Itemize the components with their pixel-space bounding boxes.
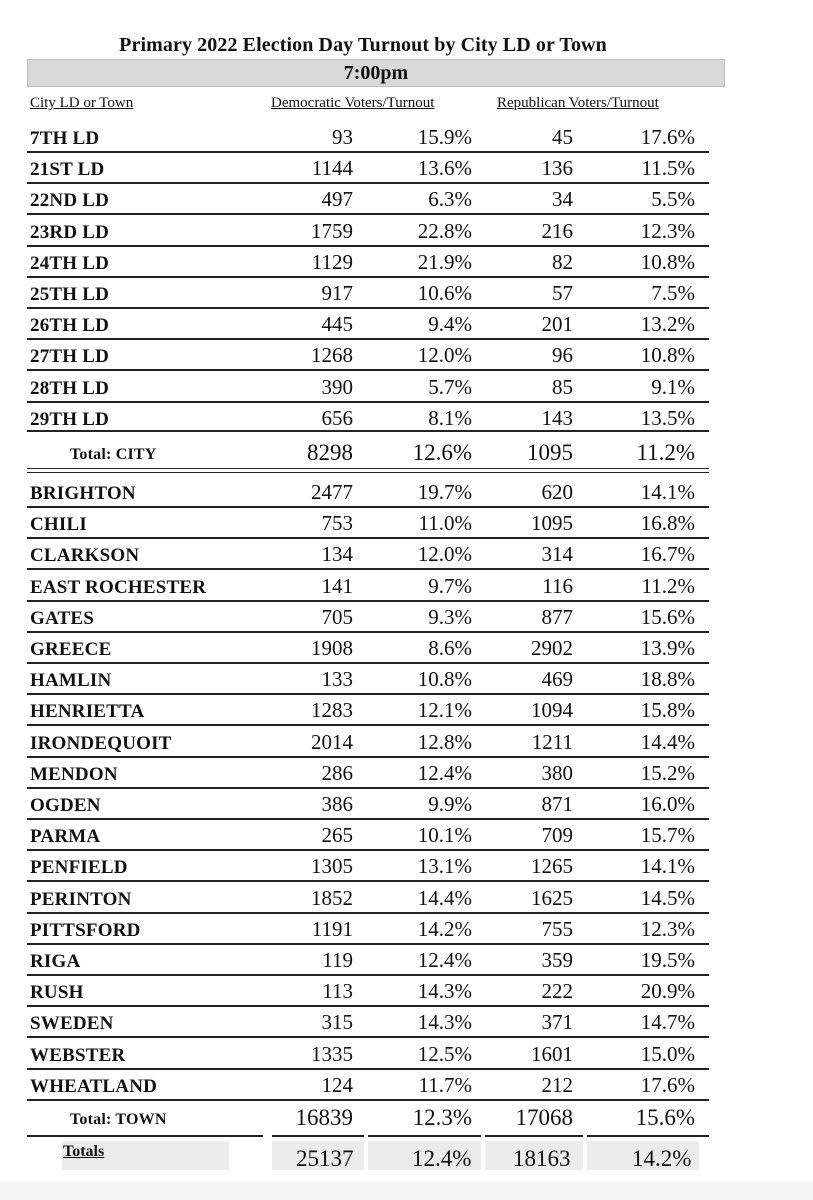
cell-rep-turnout: 13.5%: [640, 406, 695, 430]
header-republican: Republican Voters/Turnout: [497, 95, 659, 111]
town-row: [27, 1006, 709, 1037]
cell-name: WHEATLAND: [30, 1076, 158, 1097]
cell-dem-turnout: 21.9%: [417, 250, 472, 274]
town-total-divider-top: [27, 1099, 709, 1101]
cell-rep-turnout: 7.5%: [651, 281, 695, 305]
cell-name: CLARKSON: [30, 545, 140, 566]
town-row: [27, 1038, 709, 1069]
cell-rep-voters: 201: [541, 312, 573, 336]
cell-rep-voters: 216: [541, 219, 573, 243]
cell-dem-turnout: 9.4%: [428, 312, 472, 336]
cell-rep-voters: 96: [552, 343, 573, 367]
town-row: [27, 601, 709, 632]
cell-dem-turnout: 12.6%: [412, 440, 472, 465]
cell-name: SWEDEN: [30, 1013, 114, 1034]
cell-name: 23RD LD: [30, 222, 109, 243]
cell-rep-turnout: 15.6%: [635, 1105, 695, 1130]
cell-dem-voters: 113: [322, 979, 353, 1003]
cell-name: GREECE: [30, 639, 112, 660]
city-row: [27, 402, 709, 433]
town-row: [27, 1069, 709, 1100]
cell-rep-voters: 1094: [531, 698, 573, 722]
cell-rep-turnout: 13.2%: [640, 312, 695, 336]
cell-dem-turnout: 13.1%: [417, 854, 472, 878]
cell-name: OGDEN: [30, 795, 101, 816]
town-total-underline: [272, 1135, 364, 1137]
cell-dem-turnout: 12.3%: [412, 1105, 472, 1130]
town-row: [27, 944, 709, 975]
cell-rep-voters: 371: [541, 1010, 573, 1034]
cell-name: 22ND LD: [30, 190, 109, 211]
town-row: [27, 757, 709, 788]
cell-dem-turnout: 12.0%: [417, 542, 472, 566]
cell-dem-voters: 1852: [311, 886, 353, 910]
cell-rep-turnout: 20.9%: [640, 979, 695, 1003]
cell-dem-turnout: 12.4%: [417, 948, 472, 972]
cell-dem-turnout: 10.6%: [417, 281, 472, 305]
cell-name: WEBSTER: [30, 1045, 126, 1066]
cell-dem-turnout: 9.7%: [428, 574, 472, 598]
cell-dem-voters: 1335: [311, 1042, 353, 1066]
cell-rep-voters: 57: [552, 281, 573, 305]
cell-dem-voters: 265: [321, 823, 353, 847]
cell-name: 27TH LD: [30, 346, 109, 367]
cell-rep-voters: 469: [541, 667, 573, 691]
cell-rep-voters: 116: [542, 574, 573, 598]
cell-dem-voters: 445: [321, 312, 353, 336]
cell-dem-turnout: 11.7%: [418, 1073, 472, 1097]
section-double-divider: [27, 468, 709, 473]
cell-rep-turnout: 16.8%: [640, 511, 695, 535]
cell-name: PITTSFORD: [30, 920, 141, 941]
cell-name: 26TH LD: [30, 315, 109, 336]
cell-rep-turnout: 16.7%: [640, 542, 695, 566]
cell-dem-turnout: 11.0%: [418, 511, 472, 535]
cell-rep-voters: 85: [552, 375, 573, 399]
town-row: [27, 819, 709, 850]
cell-rep-turnout: 15.2%: [640, 761, 695, 785]
cell-name: HENRIETTA: [30, 701, 145, 722]
cell-rep-voters: 34: [552, 187, 573, 211]
cell-dem-voters: 2477: [311, 480, 353, 504]
cell-rep-voters: 17068: [515, 1105, 573, 1130]
cell-dem-voters: 753: [321, 511, 353, 535]
report-title: Primary 2022 Election Day Turnout by City LD or Town: [119, 34, 607, 56]
cell-name: MENDON: [30, 764, 118, 785]
cell-name: 21ST LD: [30, 159, 105, 180]
cell-rep-turnout: 14.1%: [640, 480, 695, 504]
cell-rep-voters: 222: [541, 979, 573, 1003]
town-row: [27, 913, 709, 944]
cell-dem-voters: 1129: [311, 250, 353, 274]
cell-dem-voters: 1305: [311, 854, 353, 878]
cell-dem-voters: 917: [321, 281, 353, 305]
cell-rep-voters: 1095: [531, 511, 573, 535]
city-row: [27, 339, 709, 370]
cell-rep-voters: 1095: [527, 440, 573, 465]
cell-dem-turnout: 15.9%: [417, 125, 472, 149]
cell-name: EAST ROCHESTER: [30, 577, 207, 598]
cell-dem-turnout: 22.8%: [417, 219, 472, 243]
cell-rep-turnout: 17.6%: [640, 125, 695, 149]
town-row: [27, 788, 709, 819]
cell-dem-turnout: 14.4%: [417, 886, 472, 910]
cell-name: 24TH LD: [30, 253, 109, 274]
cell-name: BRIGHTON: [30, 483, 136, 504]
city-row: [27, 277, 709, 308]
town-row: [27, 570, 709, 601]
cell-rep-voters: 1265: [531, 854, 573, 878]
cell-rep-turnout: 19.5%: [640, 948, 695, 972]
cell-dem-voters: 134: [321, 542, 353, 566]
cell-rep-voters: 2902: [531, 636, 573, 660]
city-row: [27, 183, 709, 214]
cell-dem-turnout: 12.4%: [417, 761, 472, 785]
cell-name: Total: TOWN: [70, 1111, 167, 1128]
cell-name: PENFIELD: [30, 857, 128, 878]
cell-rep-voters: 620: [541, 480, 573, 504]
town-row: [27, 476, 709, 507]
cell-name: 28TH LD: [30, 378, 109, 399]
cell-rep-turnout: 13.9%: [640, 636, 695, 660]
town-row: [27, 882, 709, 913]
town-row: [27, 726, 709, 757]
cell-dem-voters: 656: [321, 406, 353, 430]
town-total-underline: [368, 1135, 481, 1137]
cell-name: 7TH LD: [30, 128, 100, 149]
cell-rep-turnout: 12.3%: [640, 917, 695, 941]
cell-dem-voters: 315: [321, 1010, 353, 1034]
cell-dem-turnout: 12.0%: [417, 343, 472, 367]
cell-dem-voters: 133: [321, 667, 353, 691]
header-democratic: Democratic Voters/Turnout: [271, 95, 435, 111]
cell-name: HAMLIN: [30, 670, 112, 691]
city-total-row: [27, 437, 709, 468]
town-row: [27, 694, 709, 725]
cell-rep-turnout: 12.3%: [640, 219, 695, 243]
grand-total-rep-turnout: 14.2%: [632, 1146, 692, 1171]
cell-rep-turnout: 14.4%: [640, 730, 695, 754]
town-row: [27, 663, 709, 694]
header-area: City LD or Town: [30, 95, 134, 111]
grand-total-dem-voters: 25137: [296, 1146, 354, 1171]
cell-dem-turnout: 14.3%: [417, 979, 472, 1003]
cell-dem-turnout: 19.7%: [417, 480, 472, 504]
cell-dem-voters: 390: [321, 375, 353, 399]
city-row: [27, 308, 709, 339]
cell-rep-voters: 380: [541, 761, 573, 785]
cell-rep-voters: 871: [541, 792, 573, 816]
cell-dem-voters: 2014: [311, 730, 353, 754]
cell-name: IRONDEQUOIT: [30, 733, 172, 754]
cell-dem-voters: 1144: [311, 156, 353, 180]
cell-rep-voters: 1601: [531, 1042, 573, 1066]
cell-rep-turnout: 10.8%: [640, 250, 695, 274]
cell-rep-turnout: 5.5%: [651, 187, 695, 211]
town-total-underline: [485, 1135, 583, 1137]
cell-dem-voters: 1908: [311, 636, 353, 660]
cell-dem-voters: 8298: [307, 440, 353, 465]
cell-dem-voters: 386: [321, 792, 353, 816]
cell-dem-voters: 119: [322, 948, 353, 972]
cell-rep-turnout: 14.5%: [640, 886, 695, 910]
cell-dem-voters: 1759: [311, 219, 353, 243]
cell-rep-voters: 314: [541, 542, 573, 566]
cell-rep-voters: 143: [541, 406, 573, 430]
grand-total-label: Totals: [63, 1143, 105, 1160]
cell-rep-voters: 136: [541, 156, 573, 180]
cell-dem-turnout: 14.3%: [417, 1010, 472, 1034]
cell-name: 29TH LD: [30, 409, 109, 430]
city-row: [27, 121, 709, 152]
cell-dem-voters: 16839: [295, 1105, 353, 1130]
cell-name: Total: CITY: [70, 446, 157, 463]
cell-dem-voters: 705: [321, 605, 353, 629]
cell-rep-voters: 359: [541, 948, 573, 972]
town-row: [27, 850, 709, 881]
cell-dem-turnout: 9.3%: [428, 605, 472, 629]
cell-rep-turnout: 14.7%: [640, 1010, 695, 1034]
cell-name: PARMA: [30, 826, 101, 847]
cell-name: RIGA: [30, 951, 81, 972]
cell-rep-turnout: 11.5%: [641, 156, 695, 180]
cell-rep-turnout: 10.8%: [640, 343, 695, 367]
cell-rep-voters: 212: [541, 1073, 573, 1097]
city-row: [27, 246, 709, 277]
cell-name: RUSH: [30, 982, 84, 1003]
city-row: [27, 152, 709, 183]
cell-dem-voters: 124: [321, 1073, 353, 1097]
cell-rep-turnout: 16.0%: [640, 792, 695, 816]
cell-name: GATES: [30, 608, 95, 629]
cell-rep-turnout: 15.6%: [640, 605, 695, 629]
cell-dem-turnout: 10.8%: [417, 667, 472, 691]
cell-dem-voters: 93: [332, 125, 353, 149]
cell-rep-voters: 1625: [531, 886, 573, 910]
cell-rep-voters: 755: [541, 917, 573, 941]
cell-dem-turnout: 8.6%: [428, 636, 472, 660]
cell-rep-voters: 45: [552, 125, 573, 149]
cell-dem-voters: 286: [321, 761, 353, 785]
cell-rep-turnout: 11.2%: [641, 574, 695, 598]
cell-rep-turnout: 17.6%: [640, 1073, 695, 1097]
cell-dem-turnout: 6.3%: [428, 187, 472, 211]
cell-dem-turnout: 10.1%: [417, 823, 472, 847]
town-total-row: [27, 1102, 709, 1133]
cell-dem-turnout: 12.8%: [417, 730, 472, 754]
cell-dem-turnout: 12.5%: [417, 1042, 472, 1066]
cell-rep-voters: 877: [541, 605, 573, 629]
cell-name: 25TH LD: [30, 284, 109, 305]
cell-dem-voters: 1191: [311, 917, 353, 941]
town-row: [27, 507, 709, 538]
cell-dem-voters: 141: [321, 574, 353, 598]
cell-dem-voters: 1283: [311, 698, 353, 722]
cell-name: CHILI: [30, 514, 87, 535]
cell-dem-voters: 1268: [311, 343, 353, 367]
cell-rep-voters: 82: [552, 250, 573, 274]
town-total-underline: [587, 1135, 709, 1137]
cell-rep-turnout: 11.2%: [636, 440, 695, 465]
grand-total-rep-voters: 18163: [513, 1146, 571, 1171]
cell-dem-turnout: 12.1%: [417, 698, 472, 722]
cell-rep-turnout: 15.0%: [640, 1042, 695, 1066]
cell-rep-turnout: 9.1%: [651, 375, 695, 399]
city-row: [27, 371, 709, 402]
cell-name: PERINTON: [30, 889, 132, 910]
cell-rep-turnout: 15.7%: [640, 823, 695, 847]
city-total-divider: [27, 430, 709, 432]
cell-dem-turnout: 5.7%: [428, 375, 472, 399]
cell-rep-voters: 709: [541, 823, 573, 847]
cell-dem-voters: 497: [321, 187, 353, 211]
grand-total-dem-turnout: 12.4%: [412, 1146, 472, 1171]
town-total-underline: [27, 1135, 263, 1137]
city-row: [27, 215, 709, 246]
cell-rep-turnout: 14.1%: [640, 854, 695, 878]
cell-rep-turnout: 18.8%: [640, 667, 695, 691]
cell-dem-turnout: 8.1%: [428, 406, 472, 430]
cell-dem-turnout: 14.2%: [417, 917, 472, 941]
cell-dem-turnout: 9.9%: [428, 792, 472, 816]
town-row: [27, 975, 709, 1006]
page-bottom-margin: [0, 1182, 813, 1200]
town-row: [27, 538, 709, 569]
cell-rep-turnout: 15.8%: [640, 698, 695, 722]
time-banner: 7:00pm: [27, 59, 725, 87]
town-row: [27, 632, 709, 663]
cell-dem-turnout: 13.6%: [417, 156, 472, 180]
cell-rep-voters: 1211: [531, 730, 573, 754]
